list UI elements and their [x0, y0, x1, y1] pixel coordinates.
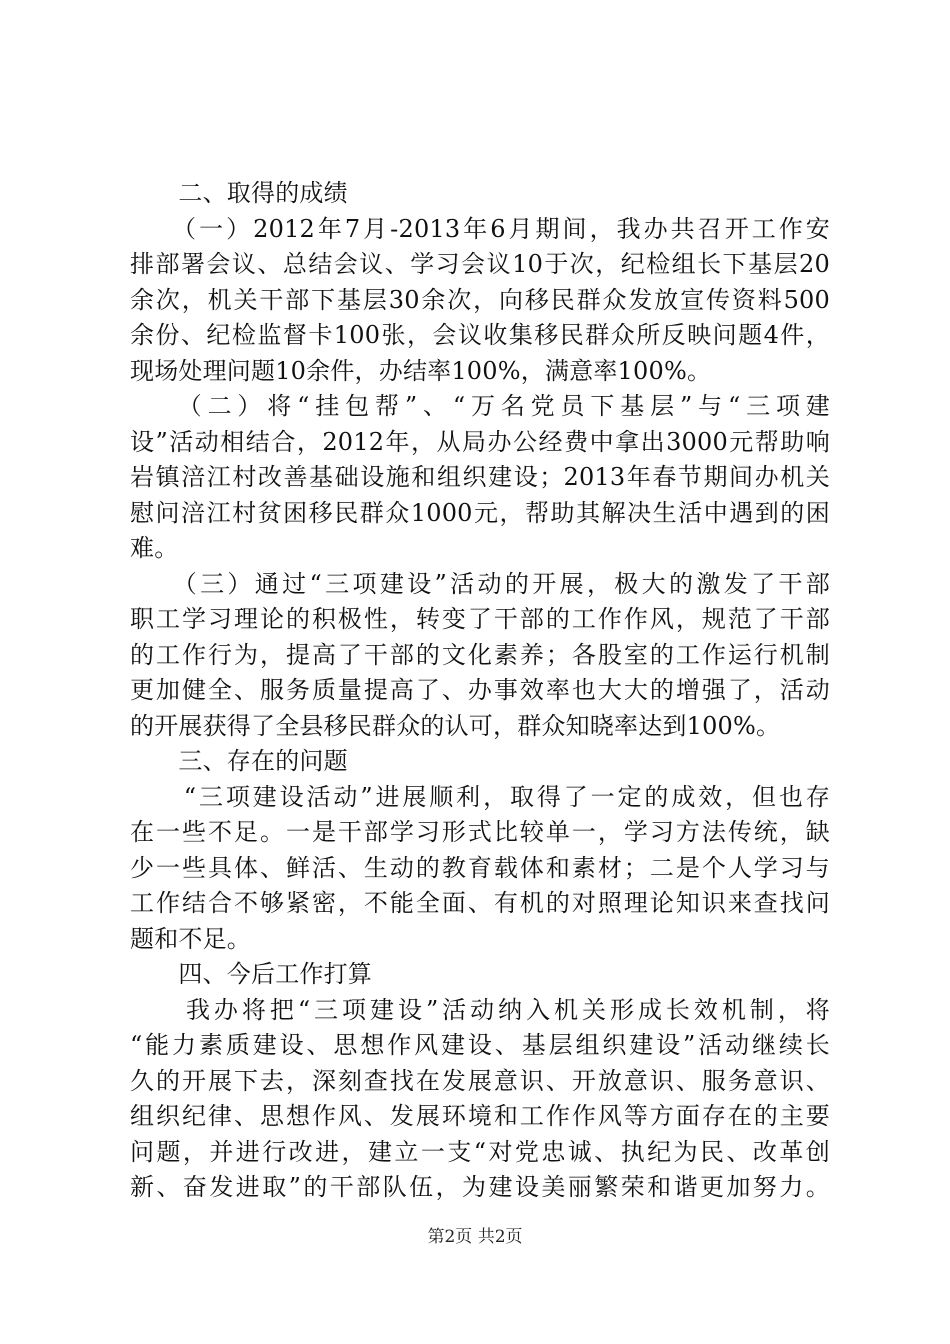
paragraph-line: 慰问涪江村贫困移民群众1000元，帮助其解决生活中遇到的困 [130, 498, 830, 527]
section-heading: 三、存在的问题 [130, 747, 348, 775]
section-heading: 四、今后工作打算 [130, 960, 372, 988]
paragraph-line: 组织纪律、思想作风、发展环境和工作作风等方面存在的主要 [130, 1102, 830, 1130]
paragraph-line: “能力素质建设、思想作风建设、基层组织建设”活动继续长 [130, 1031, 830, 1059]
paragraph-line: 工作结合不够紧密，不能全面、有机的对照理论知识来查找问 [130, 889, 830, 917]
paragraph-line: 职工学习理论的积极性，转变了干部的工作作风，规范了干部 [130, 605, 830, 633]
paragraph-line: 余份、纪检监督卡100张，会议收集移民群众所反映问题4件， [130, 321, 830, 349]
paragraph-line: 更加健全、服务质量提高了、办事效率也大大的增强了，活动 [130, 676, 830, 704]
paragraph-line: 的开展获得了全县移民群众的认可，群众知晓率达到100%。 [130, 711, 781, 740]
paragraph-line: （二）将“挂包帮”、“万名党员下基层”与“三项建 [130, 392, 830, 420]
paragraph-line: 现场处理问题10余件，办结率100%，满意率100%。 [130, 356, 712, 385]
paragraph-line: 余次，机关干部下基层30余次，向移民群众发放宣传资料500 [130, 285, 830, 314]
paragraph-line: 问题，并进行改进，建立一支“对党忠诚、执纪为民、改革创 [130, 1137, 830, 1166]
paragraph-line: 新、奋发进取”的干部队伍，为建设美丽繁荣和谐更加努力。 [130, 1173, 830, 1201]
paragraph-line: 排部署会议、总结会议、学习会议10于次，纪检组长下基层20 [130, 250, 830, 278]
paragraph-line: （三）通过“三项建设”活动的开展，极大的激发了干部 [130, 569, 830, 598]
paragraph-line: 的工作行为，提高了干部的文化素养；各股室的工作运行机制 [130, 640, 830, 669]
paragraph-line: 设”活动相结合，2012年，从局办公经费中拿出3000元帮助响 [130, 427, 830, 456]
paragraph-line: 题和不足。 [130, 924, 251, 953]
paragraph-line: 在一些不足。一是干部学习形式比较单一，学习方法传统，缺 [130, 818, 830, 846]
paragraph-line: 久的开展下去，深刻查找在发展意识、开放意识、服务意识、 [130, 1066, 830, 1095]
paragraph-line: 少一些具体、鲜活、生动的教育载体和素材；二是个人学习与 [130, 853, 830, 882]
page-number-footer: 第2页 共2页 [427, 1227, 523, 1247]
document-body [130, 176, 830, 1206]
paragraph-line: 难。 [130, 534, 179, 562]
paragraph-line: “三项建设活动”进展顺利，取得了一定的成效，但也存 [130, 782, 830, 811]
paragraph-line: 岩镇涪江村改善基础设施和组织建设；2013年春节期间办机关 [130, 463, 830, 491]
paragraph-line: 我办将把“三项建设”活动纳入机关形成长效机制，将 [130, 995, 830, 1024]
paragraph-line: （一）2012年7月-2013年6月期间，我办共召开工作安 [130, 214, 830, 243]
section-heading: 二、取得的成绩 [130, 179, 348, 207]
